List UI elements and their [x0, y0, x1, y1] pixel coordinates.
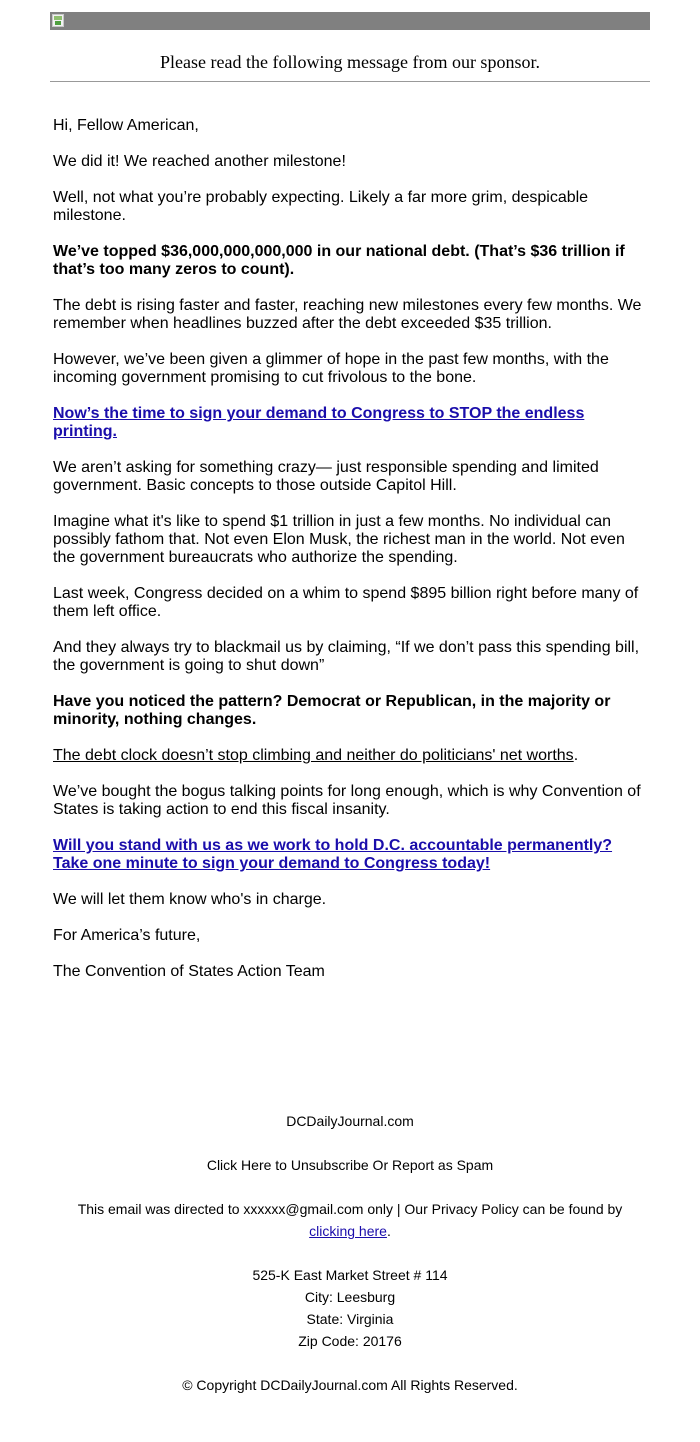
sign-demand-link[interactable]: Now’s the time to sign your demand to Congress to STOP the endless printing. — [53, 405, 585, 440]
footer-site-name: DCDailyJournal.com — [286, 1113, 414, 1129]
address-zip: Zip Code: 20176 — [298, 1333, 402, 1349]
paragraph-link-2 — [53, 837, 648, 873]
address-city: City: Leesburg — [304, 1289, 396, 1305]
paragraph-bogus: We’ve bought the bogus talking points for long enough, which is why Convention of States is taking action to end this fiscal insanity. — [53, 783, 641, 818]
address-state: State: Virginia — [306, 1311, 394, 1327]
header-divider — [50, 81, 650, 82]
unsubscribe-link[interactable]: Click Here to Unsubscribe Or Report as Spam — [206, 1157, 494, 1173]
paragraph-congress: Last week, Congress decided on a whim to spend $895 billion right before many of them left office. — [53, 585, 639, 620]
sponsor-banner-image[interactable] — [50, 12, 650, 30]
paragraph-debt-clock — [53, 747, 648, 765]
paragraph-debt-total: We’ve topped $36,000,000,000,000 in our national debt. (That’s $36 trillion if that’s too many zeros to count). — [53, 243, 625, 278]
paragraph-in-charge: We will let them know who's in charge. — [53, 891, 327, 908]
copyright: © Copyright DCDailyJournal.com All Rights Reserved. — [182, 1377, 518, 1393]
directed-text: This email was directed to xxxxxx@gmail.com only | Our Privacy Policy can be found by — [77, 1201, 623, 1217]
signoff: For America’s future, — [53, 927, 201, 944]
broken-image-icon — [52, 14, 64, 27]
paragraph-debt-rising: The debt is rising faster and faster, reaching new milestones every few months. We remember when headlines buzzed after the debt exceeded $35 trillion. — [53, 297, 642, 332]
privacy-period: . — [386, 1223, 391, 1239]
signature: The Convention of States Action Team — [53, 963, 325, 980]
paragraph-blackmail: And they always try to blackmail us by claiming, “If we don’t pass this spending bill, the government is going to shut down” — [53, 639, 640, 674]
paragraph-hope: However, we’ve been given a glimmer of hope in the past few months, with the incoming government promising to cut frivolous to the bone. — [53, 351, 609, 386]
paragraph-grim: Well, not what you’re probably expecting. Likely a far more grim, despicable milestone. — [53, 189, 589, 224]
sponsor-notice: Please read the following message from our sponsor. — [160, 52, 540, 72]
privacy-policy-link[interactable]: clicking here — [309, 1223, 387, 1239]
footer-directed-notice — [50, 1198, 650, 1242]
debt-clock-period: . — [573, 747, 579, 764]
debt-clock-underlined-text: The debt clock doesn’t stop climbing and neither do politicians' net worths — [53, 747, 574, 764]
address-street: 525-K East Market Street # 114 — [252, 1267, 448, 1283]
paragraph-pattern: Have you noticed the pattern? Democrat or Republican, in the majority or minority, nothing changes. — [53, 693, 611, 728]
paragraph-trillion: Imagine what it's like to spend $1 trillion in just a few months. No individual can possibly fathom that. Not even Elon Musk, the richest man in the world. Not even the government bureaucrats who authorize the spending. — [53, 513, 625, 566]
paragraph-link-1 — [53, 405, 648, 441]
greeting: Hi, Fellow American, — [53, 117, 199, 134]
paragraph-milestone: We did it! We reached another milestone! — [53, 153, 346, 170]
stand-with-us-link[interactable]: Will you stand with us as we work to hold D.C. accountable permanently? Take one minute to sign your demand to Congress today! — [53, 837, 613, 872]
paragraph-not-crazy: We aren’t asking for something crazy— just responsible spending and limited government. Basic concepts to those outside Capitol Hill. — [53, 459, 599, 494]
